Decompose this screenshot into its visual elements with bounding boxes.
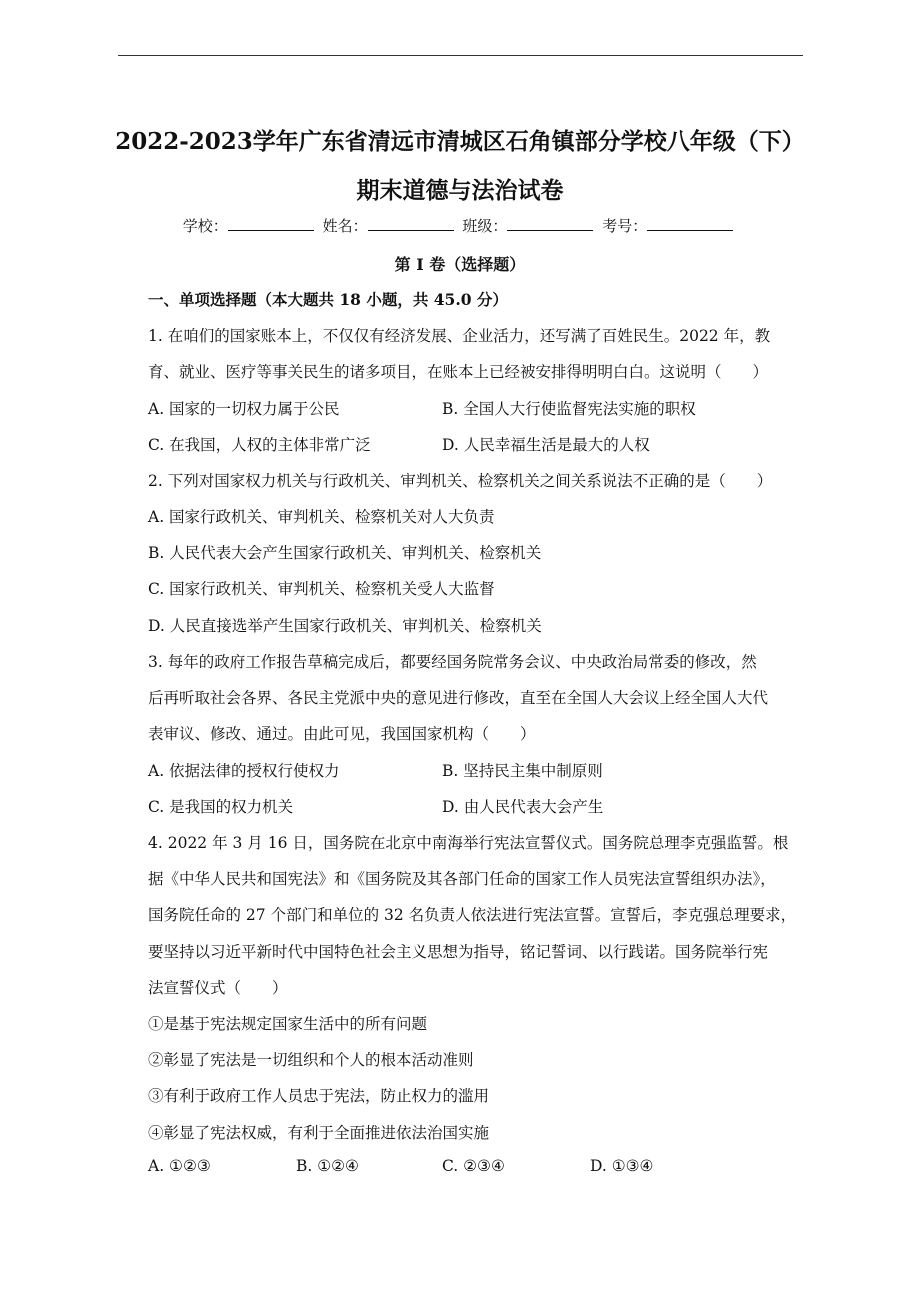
q4-stem-line1: 4. 2022 年 3 月 16 日，国务院在北京中南海举行宪法宣誓仪式。国务院总理李克强监誓。根	[148, 834, 789, 852]
header-rule	[118, 55, 803, 56]
q4-statement-4: ④彰显了宪法权威，有利于全面推进依法治国实施	[148, 1124, 490, 1142]
exam-no-blank	[647, 216, 733, 231]
q4-stem-line5: 法宣誓仪式（ ）	[148, 979, 288, 997]
student-info-row	[0, 215, 920, 236]
q3-stem-line3: 表审议、修改、通过。由此可见，我国国家机构（ ）	[148, 725, 536, 743]
q1-stem-line1: 1. 在咱们的国家账本上，不仅仅有经济发展、企业活力，还写满了百姓民生。2022 年，教	[148, 327, 771, 345]
q3-stem-line2: 后再听取社会各界、各民主党派中央的意见进行修改，直至在全国人大会议上经全国人大代	[148, 689, 769, 707]
q4-statement-2: ②彰显了宪法是一切组织和个人的根本活动准则	[148, 1051, 474, 1069]
q4-stem-line2: 据《中华人民共和国宪法》和《国务院及其各部门任命的国家工作人员宪法宣誓组织办法》，	[148, 870, 776, 888]
q4-stem-line4: 要坚持以习近平新时代中国特色社会主义思想为指导，铭记誓词、以行践诺。国务院举行宪	[148, 943, 769, 961]
section-heading: 一、单项选择题（本大题共 18 小题，共 45.0 分）	[148, 290, 508, 309]
exam-no-label: 考号：	[602, 217, 648, 235]
q4-option-d: D. ①③④	[590, 1157, 654, 1175]
name-label: 姓名：	[322, 217, 368, 235]
q4-statement-1: ①是基于宪法规定国家生活中的所有问题	[148, 1015, 428, 1033]
class-blank	[507, 216, 593, 231]
volume-heading: 第 I 卷（选择题）	[394, 255, 526, 274]
name-blank	[368, 216, 454, 231]
q1-option-c: C. 在我国，人权的主体非常广泛	[148, 436, 371, 454]
q1-option-b: B. 全国人大行使监督宪法实施的职权	[442, 400, 696, 418]
q2-option-c: C. 国家行政机关、审判机关、检察机关受人大监督	[148, 580, 495, 598]
q2-option-a: A. 国家行政机关、审判机关、检察机关对人大负责	[148, 508, 495, 526]
q1-stem-line2: 育、就业、医疗等事关民生的诸多项目，在账本上已经被安排得明明白白。这说明（ ）	[148, 363, 769, 381]
q4-stem-line3: 国务院任命的 27 个部门和单位的 32 名负责人依法进行宪法宣誓。宣誓后，李克强总理要求，	[148, 906, 797, 924]
q3-option-a: A. 依据法律的授权行使权力	[148, 762, 340, 780]
q3-option-b: B. 坚持民主集中制原则	[442, 762, 603, 780]
school-blank	[228, 216, 314, 231]
q4-option-c: C. ②③④	[442, 1157, 505, 1175]
page-title-line2: 期末道德与法治试卷	[356, 177, 564, 204]
school-label: 学校：	[182, 217, 228, 235]
q3-option-c: C. 是我国的权力机关	[148, 798, 294, 816]
q3-stem-line1: 3. 每年的政府工作报告草稿完成后，都要经国务院常务会议、中央政治局常委的修改，然	[148, 653, 757, 671]
q4-option-a: A. ①②③	[148, 1157, 211, 1175]
q2-stem: 2. 下列对国家权力机关与行政机关、审判机关、检察机关之间关系说法不正确的是（ ）	[148, 472, 773, 490]
q4-statement-3: ③有利于政府工作人员忠于宪法，防止权力的滥用	[148, 1087, 490, 1105]
page-title-line1: 2022-2023学年广东省清远市清城区石角镇部分学校八年级（下）	[115, 128, 805, 155]
q2-option-b: B. 人民代表大会产生国家行政机关、审判机关、检察机关	[148, 544, 542, 562]
q1-option-a: A. 国家的一切权力属于公民	[148, 400, 340, 418]
q3-option-d: D. 由人民代表大会产生	[442, 798, 604, 816]
q4-option-b: B. ①②④	[296, 1157, 359, 1175]
q1-option-d: D. 人民幸福生活是最大的人权	[442, 436, 650, 454]
q2-option-d: D. 人民直接选举产生国家行政机关、审判机关、检察机关	[148, 617, 542, 635]
class-label: 班级：	[462, 217, 508, 235]
